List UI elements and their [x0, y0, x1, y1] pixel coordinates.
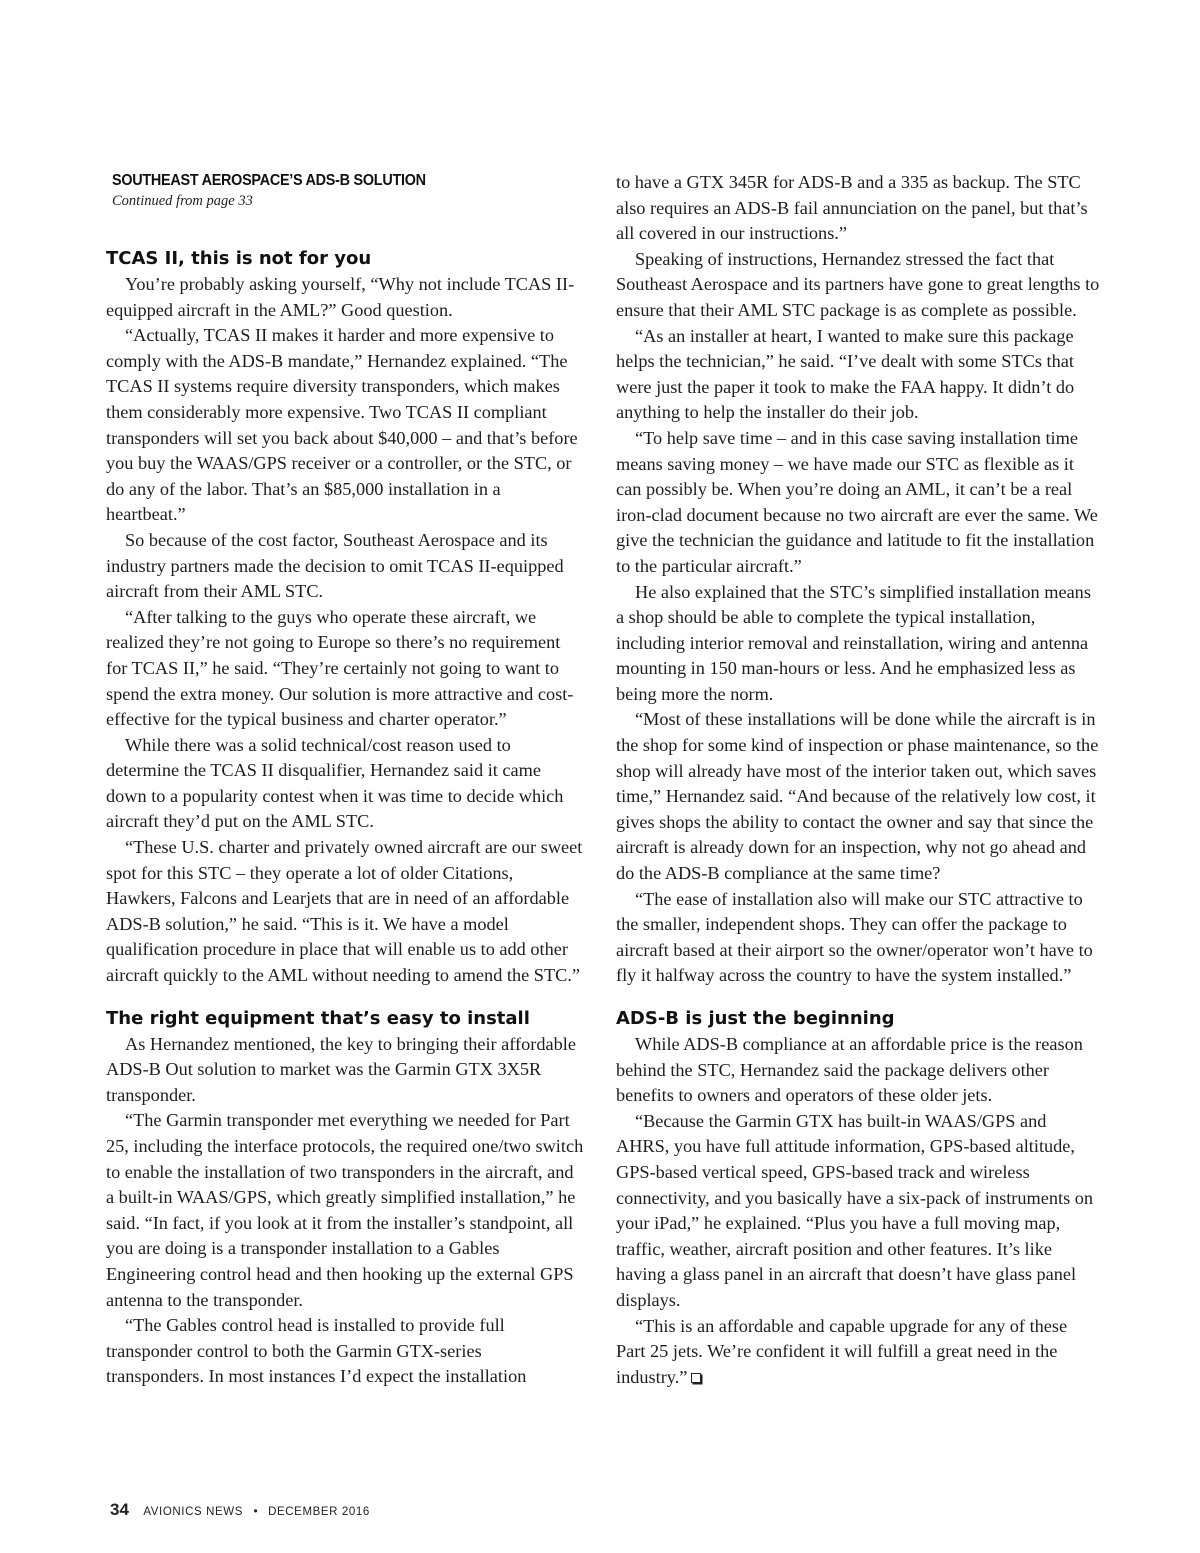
end-of-article-icon	[691, 1373, 701, 1383]
article-paragraph: “These U.S. charter and privately owned aircraft are our sweet spot for this STC – they operate a lot of older Citations, Hawkers, Falcons and Learjets that are in need of an affordable ADS-B solution,” he said. “This is it. We have a model qualification procedure in place that will enable us to add other aircraft quickly to the AML without needing to amend the STC.”	[106, 837, 583, 986]
footer-separator: •	[253, 1504, 258, 1518]
article-paragraph: While there was a solid technical/cost reason used to determine the TCAS II disqualifier, Hernandez said it came down to a popularity contest when it was time to decide which aircraft they’d put on the AML STC.	[106, 734, 564, 832]
right-column	[616, 170, 1100, 1390]
article-paragraph-continued: “The Gables control head is installed to provide full transponder control to both the Garmin GTX-series transponders. In most instances I’d expect the installation	[106, 1315, 527, 1387]
page-number: 34	[110, 1500, 129, 1519]
heading-tcas: TCAS II, this is not for you	[106, 248, 372, 269]
section-title: SOUTHEAST AEROSPACE’S ADS-B SOLUTION	[112, 172, 426, 189]
article-paragraph: “The ease of installation also will make our STC attractive to the smaller, independent shops. They can offer the package to aircraft based at their airport so the owner/operator won’t have to fly it halfway across the country to have the system installed.”	[616, 888, 1093, 986]
heading-equipment: The right equipment that’s easy to install	[106, 1007, 530, 1029]
article-paragraph: “The Garmin transponder met everything we needed for Part 25, including the interface protocols, the required one/two switch to enable the installation of two transponders in the aircraft, and a built-in WAAS/GPS, which greatly simplified installation,” he said. “In fact, if you look at it from the installer’s standpoint, all you are doing is a transponder installation to a Gables Engineering control head and then hooking up the external GPS antenna to the transponder.	[106, 1110, 584, 1310]
final-paragraph-text: “This is an affordable and capable upgrade for any of these Part 25 jets. We’re confident it will fulfill a great need in the industry.”	[616, 1315, 1068, 1387]
article-paragraph: “To help save time – and in this case saving installation time means saving money – we have made our STC as flexible as it can possibly be. When you’re doing an AML, it can’t be a real iron-clad document because no two aircraft are ever the same. We give the technician the guidance and latitude to fit the installation to the particular aircraft.”	[616, 427, 1098, 576]
publication-name: AVIONICS NEWS	[143, 1506, 243, 1518]
page-footer	[110, 1500, 370, 1520]
issue-date: DECEMBER 2016	[268, 1506, 370, 1518]
left-column	[106, 246, 584, 1390]
article-paragraph: As Hernandez mentioned, the key to bringing their affordable ADS-B Out solution to market was the Garmin GTX 3X5R transponder.	[106, 1033, 576, 1105]
article-paragraph: “After talking to the guys who operate these aircraft, we realized they’re not going to Europe so there’s no requirement for TCAS II,” he said. “They’re certainly not going to want to spend the extra money. Our solution is more attractive and cost-effective for the typical business and charter operator.”	[106, 606, 574, 730]
article-paragraph: “Actually, TCAS II makes it harder and more expensive to comply with the ADS-B mandate,” Hernandez explained. “The TCAS II systems require diversity transponders, which makes them considerably more expensive. Two TCAS II compliant transponders will set you back about $40,000 – and that’s before you buy the WAAS/GPS receiver or a controller, or the STC, or do any of the labor. That’s an $85,000 installation in a heartbeat.”	[106, 325, 578, 525]
article-paragraph-continuation: to have a GTX 345R for ADS-B and a 335 as backup. The STC also requires an ADS-B fail annunciation on the panel, but that’s all covered in our instructions.”	[616, 172, 1088, 244]
article-paragraph: You’re probably asking yourself, “Why not include TCAS II-equipped aircraft in the AML?” Good question.	[106, 274, 575, 320]
heading-beginning: ADS-B is just the beginning	[616, 1008, 895, 1029]
article-paragraph: “Because the Garmin GTX has built-in WAAS/GPS and AHRS, you have full attitude information, GPS-based altitude, GPS-based vertical speed, GPS-based track and wireless connectivity, and you basically have a six-pack of instruments on your iPad,” he explained. “Plus you have a full moving map, traffic, weather, aircraft position and other features. It’s like having a glass panel in an aircraft that doesn’t have glass panel displays.	[616, 1110, 1094, 1310]
section-header	[112, 171, 532, 210]
article-paragraph: Speaking of instructions, Hernandez stressed the fact that Southeast Aerospace and its partners have gone to great lengths to ensure that their AML STC package is as complete as possible.	[616, 248, 1100, 320]
article-paragraph: So because of the cost factor, Southeast Aerospace and its industry partners made the decision to omit TCAS II-equipped aircraft from their AML STC.	[106, 529, 564, 602]
article-paragraph: While ADS-B compliance at an affordable price is the reason behind the STC, Hernandez said the package delivers other benefits to owners and operators of these older jets.	[616, 1034, 1083, 1106]
article-paragraph: “Most of these installations will be done while the aircraft is in the shop for some kind of inspection or phase maintenance, so the shop will already have most of the interior taken out, which saves time,” Hernandez said. “And because of the relatively low cost, it gives shops the ability to contact the owner and say that since the aircraft is already down for an inspection, why not go ahead and do the ADS-B compliance at the same time?	[616, 709, 1099, 884]
article-final-paragraph	[616, 1314, 1100, 1391]
article-paragraph: “As an installer at heart, I wanted to make sure this package helps the technician,” he said. “I’ve dealt with some STCs that were just the paper it took to make the FAA happy. It didn’t do anything to help the installer do their job.	[616, 325, 1075, 423]
continued-note: Continued from page 33	[112, 193, 253, 209]
article-paragraph: He also explained that the STC’s simplified installation means a shop should be able to complete the typical installation, including interior removal and reinstallation, wiring and antenna mounting in 150 man-hours or less. And he emphasized less as being more the norm.	[616, 581, 1091, 704]
